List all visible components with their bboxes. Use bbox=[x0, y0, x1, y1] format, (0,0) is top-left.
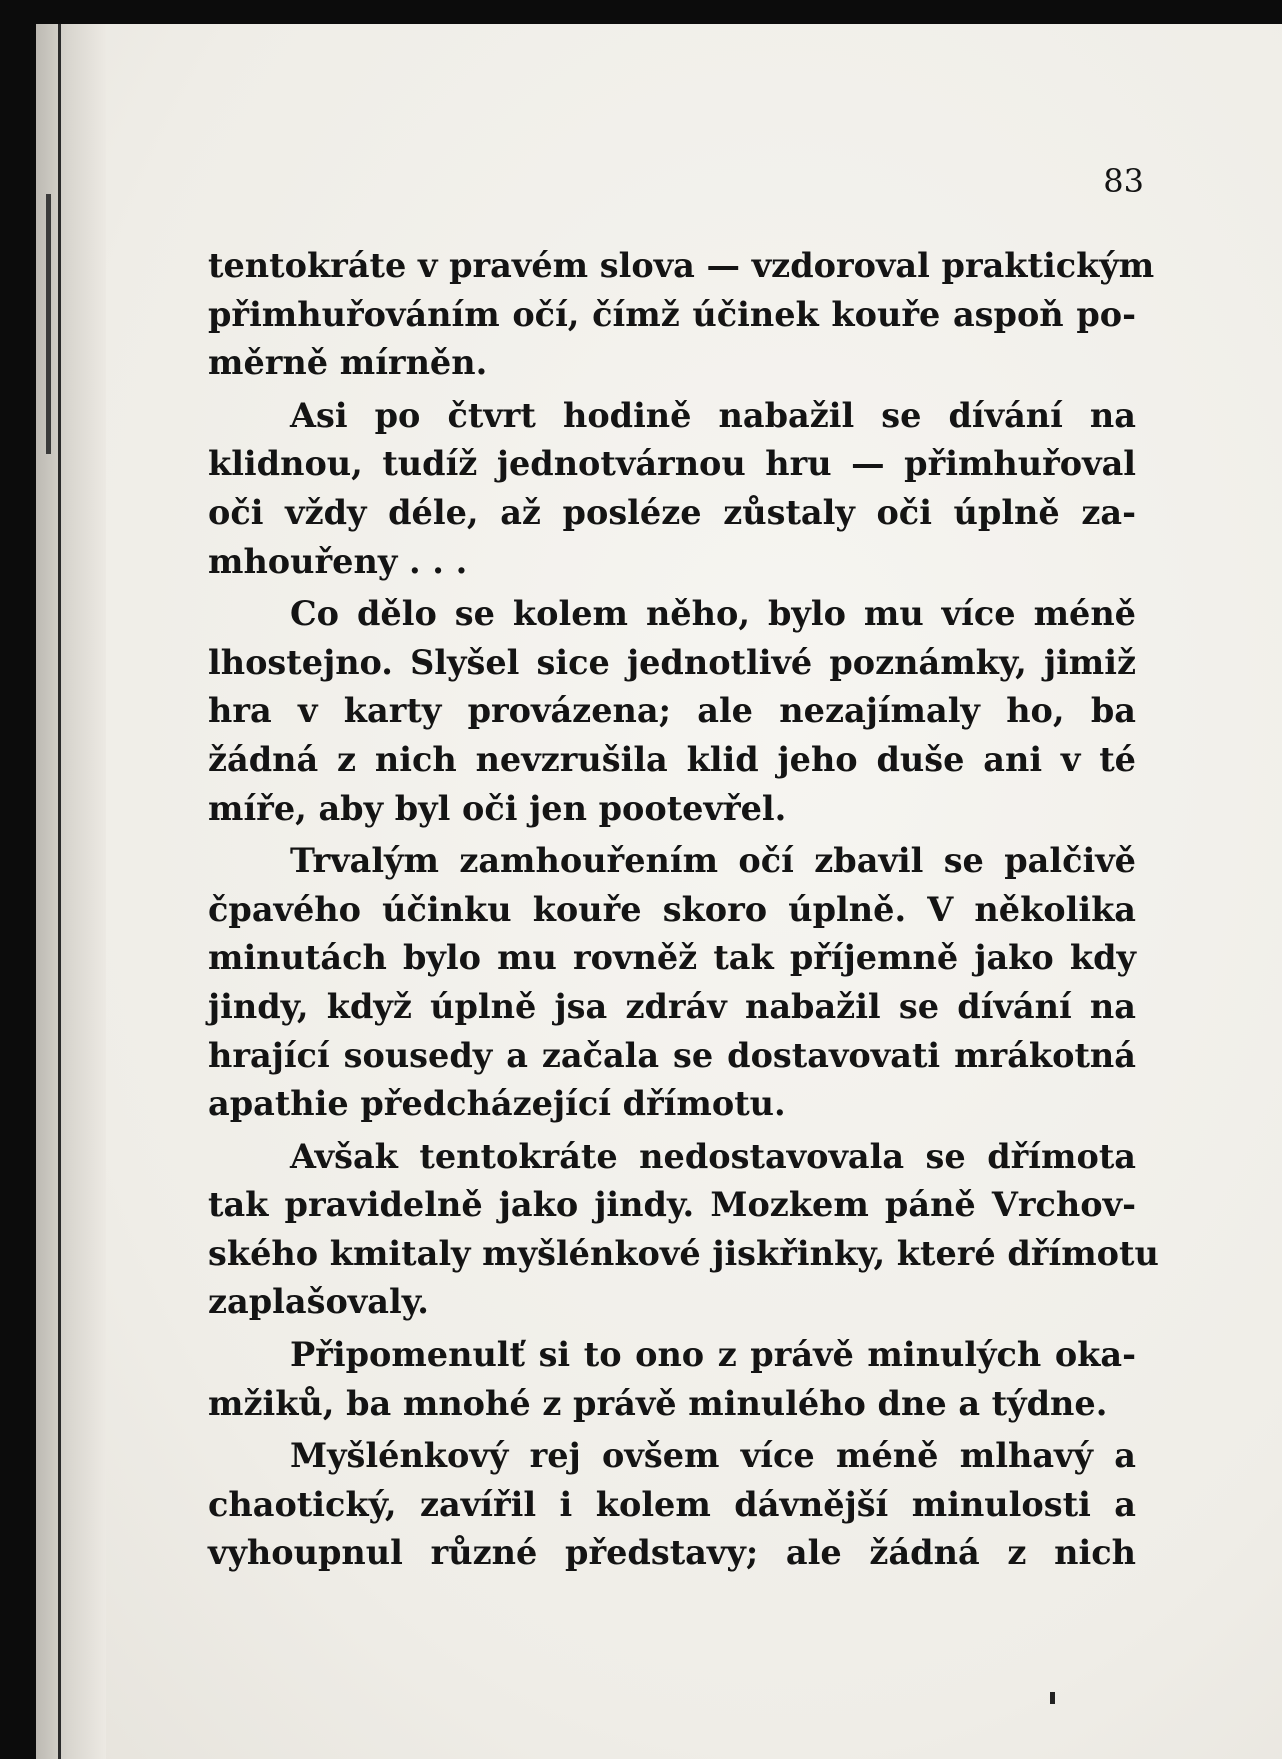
text-line: mžiků, ba mnohé z právě minulého dne a týdne. bbox=[208, 1383, 1108, 1423]
text-line: vyhoupnul různé představy; ale žádná z nich bbox=[208, 1533, 1136, 1573]
text-line: chaotický, zavířil i kolem dávnější minulosti a bbox=[208, 1484, 1136, 1524]
body-text bbox=[208, 242, 1159, 1578]
text-line: lhostejno. Slyšel sice jednotlivé poznámky, jimiž bbox=[208, 642, 1136, 682]
text-line: hrající sousedy a začala se dostavovati mrákotná bbox=[208, 1035, 1136, 1075]
text-line: ského kmitaly myšlénkové jiskřinky, které dřímotu bbox=[208, 1233, 1159, 1273]
text-line: měrně mírněn. bbox=[208, 343, 488, 383]
text-line: oči vždy déle, až posléze zůstaly oči úplně za- bbox=[208, 492, 1136, 532]
spine-edge bbox=[58, 24, 61, 1759]
paragraph-3 bbox=[208, 590, 1136, 833]
text-line: žádná z nich nevzrušila klid jeho duše ani v té bbox=[208, 739, 1136, 779]
text-line: míře, aby byl oči jen pootevřel. bbox=[208, 788, 787, 828]
text-line: zaplašovaly. bbox=[208, 1282, 429, 1322]
spine-edge-mark bbox=[46, 194, 51, 454]
text-line: minutách bylo mu rovněž tak příjemně jako kdy bbox=[208, 938, 1136, 978]
text-line: Myšlénkový rej ovšem více méně mlhavý a bbox=[290, 1436, 1136, 1476]
text-line: jindy, když úplně jsa zdráv nabažil se dívání na bbox=[208, 986, 1136, 1026]
paragraph-7 bbox=[208, 1432, 1136, 1578]
paragraph-1 bbox=[208, 242, 1155, 388]
paragraph-2 bbox=[208, 392, 1136, 586]
text-line: hra v karty provázena; ale nezajímaly ho, ba bbox=[208, 691, 1136, 731]
text-line: přimhuřováním očí, čímž účinek kouře aspoň po- bbox=[208, 294, 1136, 334]
text-line: čpavého účinku kouře skoro úplně. V několika bbox=[208, 889, 1136, 929]
paragraph-5 bbox=[208, 1133, 1159, 1327]
print-mark bbox=[1050, 1692, 1055, 1704]
text-line: Připomenulť si to ono z právě minulých oka- bbox=[290, 1335, 1136, 1375]
text-line: Co dělo se kolem něho, bylo mu více méně bbox=[290, 594, 1136, 634]
text-line: Asi po čtvrt hodině nabažil se dívání na bbox=[290, 395, 1136, 435]
text-line: Trvalým zamhouřením očí zbavil se palčivě bbox=[290, 841, 1136, 881]
text-line: tentokráte v pravém slova — vzdoroval praktickým bbox=[208, 246, 1155, 285]
text-line: klidnou, tudíž jednotvárnou hru — přimhuřoval bbox=[208, 444, 1136, 484]
text-line: mhouřeny . . . bbox=[208, 541, 468, 581]
book-page bbox=[36, 24, 1282, 1759]
page-number: 83 bbox=[1103, 162, 1144, 200]
paragraph-6 bbox=[208, 1331, 1136, 1428]
text-line: apathie předcházející dřímotu. bbox=[208, 1084, 786, 1124]
text-line: tak pravidelně jako jindy. Mozkem páně Vrchov- bbox=[208, 1185, 1136, 1225]
text-line: Avšak tentokráte nedostavovala se dřímota bbox=[290, 1136, 1136, 1176]
paragraph-4 bbox=[208, 837, 1136, 1129]
